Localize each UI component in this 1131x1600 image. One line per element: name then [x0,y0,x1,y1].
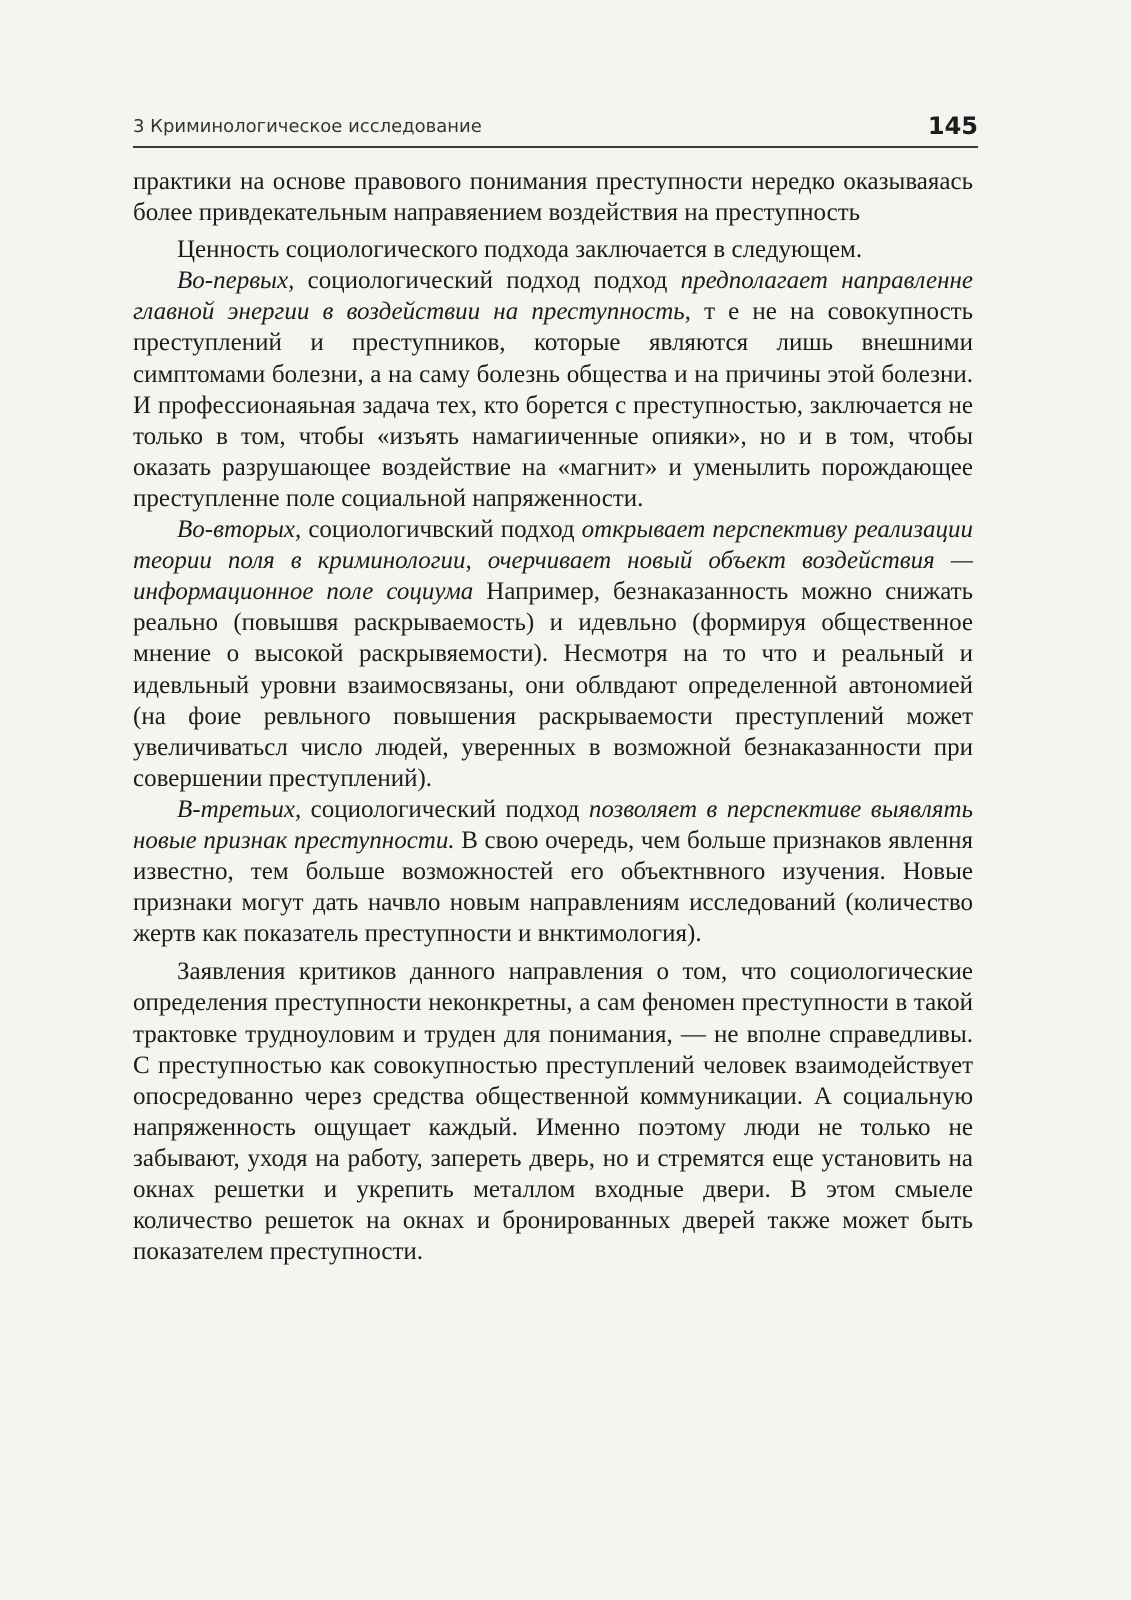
paragraph [133,234,973,265]
page-number: 145 [927,112,978,140]
emphasis-run: предполагает направленне главной энергии в воздействии на преступность, [133,267,973,326]
text-run: Заявления критиков данного направления о том, что социологические определения преступности неконкретны, а сам феномен преступности в такой трактовке трудноуловим и труден для понимания, — не вполне справедливы. С преступностью как совокупностью преступлений человек взаимодействует опосредованно через средства общественной коммуникации. А социальную напряженность ощущает каждый. Именно поэтому люди не только не забывают, уходя на работу, запереть дверь, но и стремятся еще установить на окнах решетки и укрепить металлом входные двери. В этом смыеле количество решеток на окнах и бронированных дверей также может быть показателем преступности. [133,958,973,1266]
text-run: В свою очередь, чем больше признаков явлення известно, тем больше возможностей его объектнвного изучения. Новые признаки могут дать начвло новым направлениям исследований (количество жертв как показатель преступности и внктимология). [133,826,974,948]
emphasis-run: Во-вторых, [177,516,302,544]
text-run: Например, безнаказанность можно снижать реально (повышвя раскрываемость) и идевльно (формируя общественное мнение о высокой раскрывяемости). Несмотря на то что и реальный и идевльный уровни взаимосвязаны, они облвдают определенной автономией (на фоие ревльного повышения раскрываемости преступлений может увеличиватьсл число людей, уверенных в возможной безнаказанности при совершении преступлений). [133,578,973,792]
paragraph [133,514,973,794]
running-title: 3 Криминологическое исследование [133,116,482,137]
text-run: практики на основе правового понимания преступности нередко оказываяась более привдекательным направяением воздействия на преступность [133,168,973,227]
text-run: т е не на совокупность преступлений и преступников, которые являются лишь внешними симптомами болезни, а на саму болезнь общества и на причины этой болезни. И профессионаяьная задача тех, кто борется с преступностью, заключается не только в том, чтобы «изъять намагииченные опияки», но и в том, чтобы оказать разрушающее воздействие на «магнит» и уменылить порождающее преступленне поле социальной напряженности. [133,298,974,512]
text-run: Ценность социологического подхода заключается в следующем. [177,236,863,264]
emphasis-run: открывает перспективу реализации теории поля в криминологии, очерчивает новый объект воздействия — информационное поле социума [133,516,973,606]
text-run: социологический подход [301,795,589,823]
paragraph [133,956,973,1267]
emphasis-run: Во-первых, [177,267,295,295]
page-header [133,112,978,148]
text-run: социологический подход подход [294,267,681,295]
paragraph [133,166,973,228]
paragraph [133,265,973,514]
emphasis-run: позволяет в перспективе выявлять новые признак преступности. [133,795,973,854]
body-text [133,166,973,1267]
emphasis-run: В-третьих, [177,795,302,823]
text-run: социологичвский подход [301,516,582,544]
paragraph [133,794,973,949]
